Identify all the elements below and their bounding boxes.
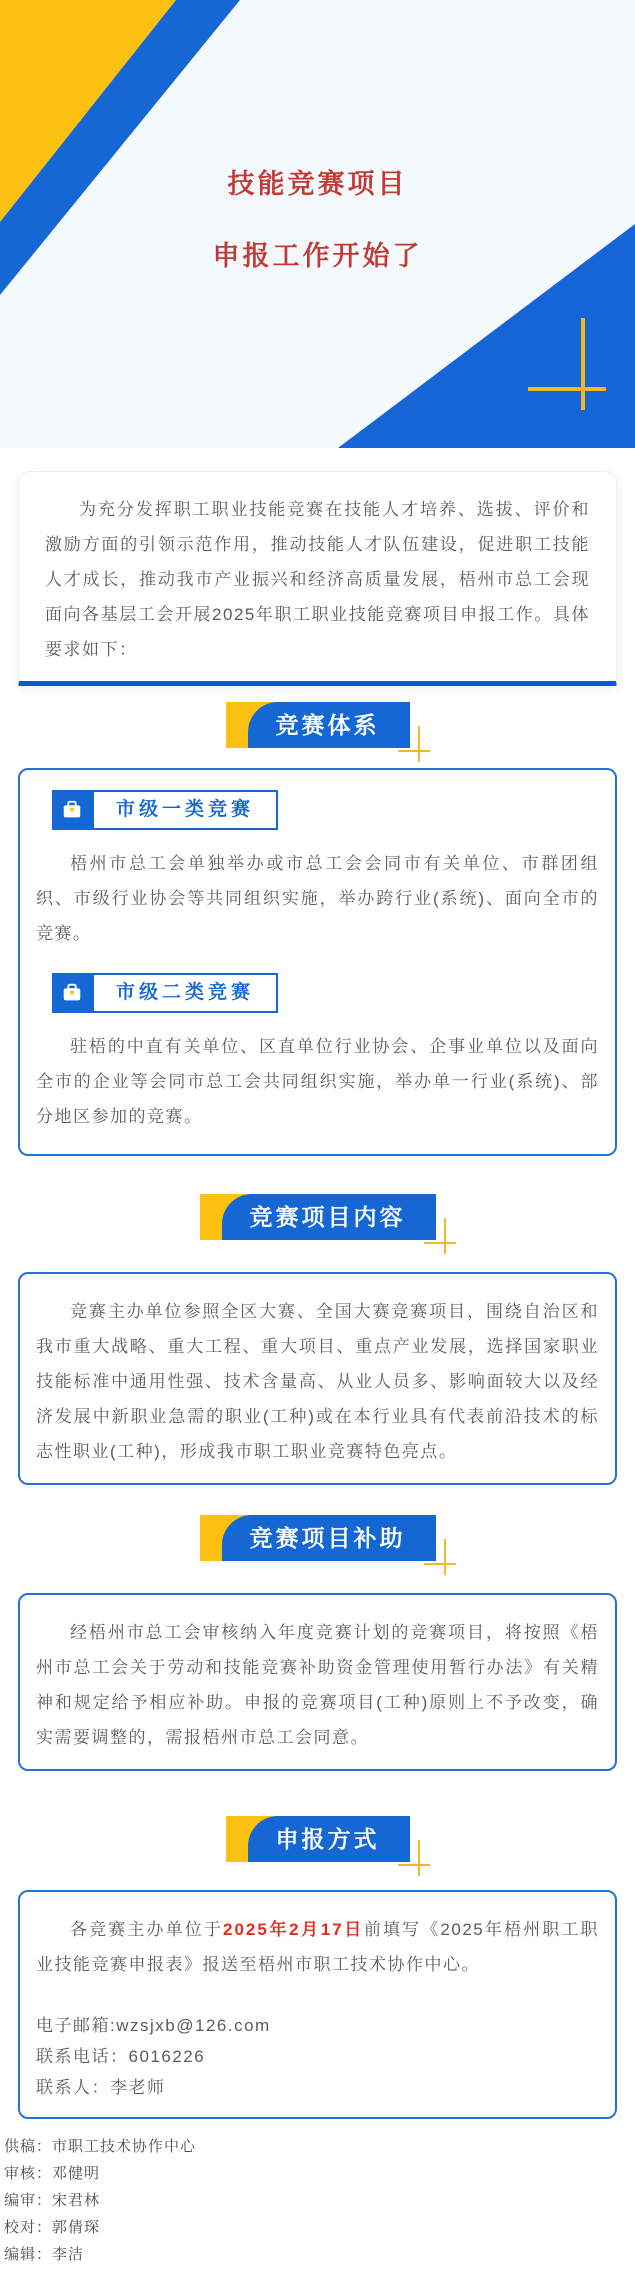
class-two-paragraph: 驻梧的中直有关单位、区直单位行业协会、企事业单位以及面向全市的企业等会同市总工会共同组织实施，举办单一行业(系统)、部分地区参加的竞赛。 bbox=[36, 1037, 599, 1126]
section-card-project-content bbox=[18, 1272, 617, 1485]
intro-card bbox=[18, 471, 617, 686]
intro-paragraph: 为充分发挥职工职业技能竞赛在技能人才培养、选拔、评价和激励方面的引领示范作用，推动技能人才队伍建设，促进职工技能人才成长，推动我市产业振兴和经济高质量发展，梧州市总工会现面向各基层工会开展2025年职工职业技能竞赛项目申报工作。具体要求如下： bbox=[45, 500, 590, 659]
project-content-paragraph: 竞赛主办单位参照全区大赛、全国大赛竞赛项目，围绕自治区和我市重大战略、重大工程、重大项目、重点产业发展，选择国家职业技能标准中通用性强、技术含量高、从业人员多、影响面较大以及经济发展中新职业急需的职业(工种)或在本行业具有代表前沿技术的标志性职业(工种)，形成我市职工职业竞赛特色亮点。 bbox=[36, 1302, 599, 1461]
sub-badge-label: 市级一类竞赛 bbox=[92, 790, 278, 830]
page-title-line2: 申报工作开始了 bbox=[212, 241, 423, 271]
section-badge-project-content bbox=[200, 1194, 436, 1240]
credit-editor-in-chief: 编审：宋君林 bbox=[4, 2192, 101, 2209]
credit-contributor: 供稿：市职工技术协作中心 bbox=[4, 2138, 197, 2155]
contact-phone: 联系电话：6016226 bbox=[36, 2047, 206, 2066]
section-badge-apply-method bbox=[226, 1816, 410, 1862]
briefcase-icon bbox=[52, 790, 92, 830]
credit-proofreader: 校对：郭倩琛 bbox=[4, 2219, 101, 2236]
class-one-paragraph: 梧州市总工会单独举办或市总工会会同市有关单位、市群团组织、市级行业协会等共同组织实施，举办跨行业(系统)、面向全市的竞赛。 bbox=[36, 854, 599, 943]
section-badge-label: 竞赛项目内容 bbox=[222, 1194, 436, 1240]
apply-prefix: 各竞赛主办单位于 bbox=[70, 1920, 223, 1939]
apply-suffix: 前填写《2025年梧州职工职业技能竞赛申报表》报送至梧州市职工技术协作中心。 bbox=[36, 1920, 599, 1974]
apply-deadline-date: 2025年2月17日 bbox=[223, 1920, 364, 1939]
section-1-badge-row bbox=[0, 702, 635, 748]
sub-badge-label: 市级二类竞赛 bbox=[92, 973, 278, 1013]
credit-reviewer: 审核：邓健明 bbox=[4, 2165, 101, 2182]
hero-header bbox=[0, 0, 635, 448]
sub-badge-class-two bbox=[52, 973, 599, 1013]
hero-titles bbox=[0, 0, 635, 273]
contact-info-block bbox=[36, 2010, 599, 2103]
page-title-line1: 技能竞赛项目 bbox=[227, 169, 408, 199]
sub-badge-class-one bbox=[52, 790, 599, 830]
contact-person: 联系人：李老师 bbox=[36, 2078, 166, 2097]
section-card-competition-system bbox=[18, 768, 617, 1156]
section-card-project-subsidy bbox=[18, 1593, 617, 1771]
section-4-badge-row bbox=[0, 1816, 635, 1862]
section-badge-competition-system bbox=[226, 702, 410, 748]
section-3-badge-row bbox=[0, 1515, 635, 1561]
briefcase-icon bbox=[52, 973, 92, 1013]
section-2-badge-row bbox=[0, 1194, 635, 1240]
section-badge-label: 竞赛项目补助 bbox=[222, 1515, 436, 1561]
section-badge-label: 竞赛体系 bbox=[248, 702, 410, 748]
section-badge-label: 申报方式 bbox=[248, 1816, 410, 1862]
section-badge-project-subsidy bbox=[200, 1515, 436, 1561]
section-card-apply-method bbox=[18, 1890, 617, 2119]
apply-method-paragraph bbox=[36, 1912, 599, 1982]
project-subsidy-paragraph: 经梧州市总工会审核纳入年度竞赛计划的竞赛项目，将按照《梧州市总工会关于劳动和技能竞赛补助资金管理使用暂行办法》有关精神和规定给予相应补助。申报的竞赛项目(工种)原则上不予改变，确实需要调整的，需报梧州市总工会同意。 bbox=[36, 1623, 599, 1747]
credit-editor: 编辑：李洁 bbox=[4, 2246, 85, 2263]
contact-email: 电子邮箱:wzsjxb@126.com bbox=[36, 2016, 271, 2035]
credits-footer bbox=[0, 2133, 635, 2276]
